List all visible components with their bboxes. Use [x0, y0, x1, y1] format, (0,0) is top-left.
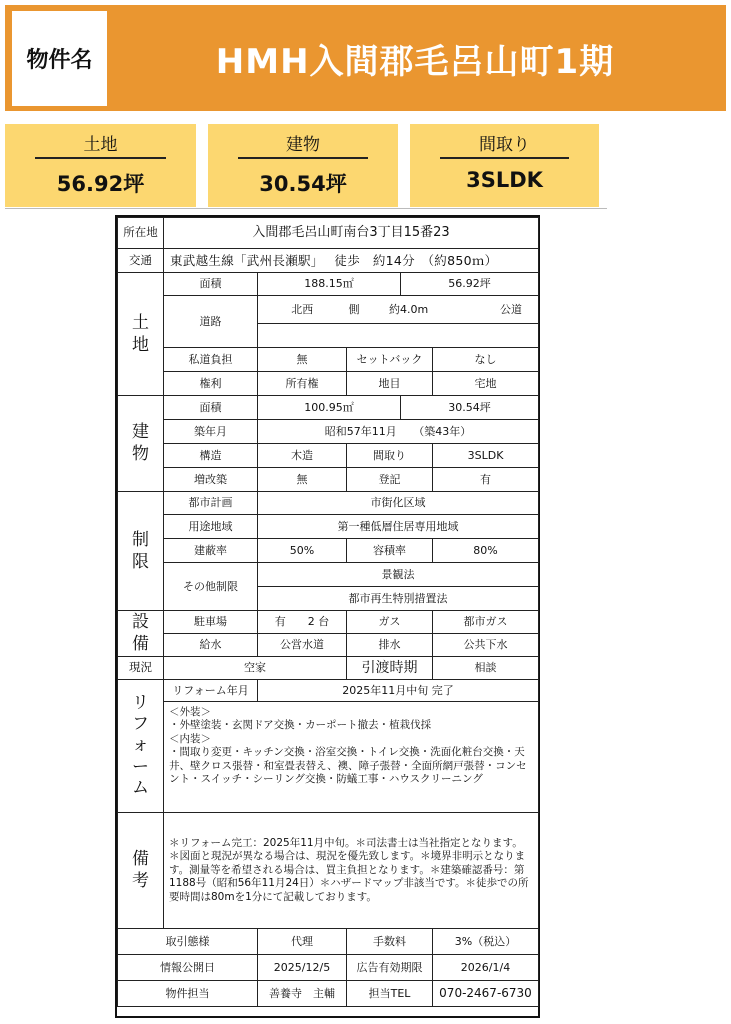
- summary-divider: [238, 157, 368, 159]
- summary-divider: [440, 157, 569, 159]
- summary-divider: [35, 157, 166, 159]
- summary-layout-caption: 間取り: [479, 135, 530, 155]
- header-banner: [5, 5, 726, 111]
- status-label: 現況: [118, 657, 164, 680]
- structure-value: 木造: [258, 444, 347, 468]
- reform-section-label: リフォーム: [118, 680, 164, 813]
- coverage-value: 50%: [258, 539, 347, 563]
- property-table: [115, 215, 540, 1018]
- tel-label: 担当TEL: [347, 981, 433, 1007]
- water-label: 給水: [164, 634, 258, 657]
- staff-label: 物件担当: [118, 981, 258, 1007]
- road-blank-cell: [258, 324, 539, 348]
- land-area-m2: 188.15㎡: [258, 273, 401, 296]
- water-value: 公営水道: [258, 634, 347, 657]
- trade-label: 取引態様: [118, 929, 258, 955]
- setback-label: セットバック: [347, 348, 433, 372]
- reform-year-label: リフォーム年月: [164, 680, 258, 702]
- parking-label: 駐車場: [164, 611, 258, 634]
- staff-value: 善養寺 主輔: [258, 981, 347, 1007]
- registration-label: 登記: [347, 468, 433, 492]
- road-side-text: 側: [348, 302, 360, 316]
- setback-value: なし: [433, 348, 539, 372]
- reform-detail-line: ＜内装＞: [169, 732, 211, 745]
- city-plan-value: 市街化区域: [258, 492, 539, 515]
- summary-land: [5, 124, 196, 207]
- expiry-label: 広告有効期限: [347, 955, 433, 981]
- restrictions-section-label: 制限: [118, 492, 164, 611]
- summary-land-caption: 土地: [83, 135, 118, 155]
- land-area-tsubo: 56.92坪: [401, 273, 539, 296]
- expiry-value: 2026/1/4: [433, 955, 539, 981]
- gas-value: 都市ガス: [433, 611, 539, 634]
- published-value: 2025/12/5: [258, 955, 347, 981]
- layout-value: 3SLDK: [433, 444, 539, 468]
- road-direction: 北西: [258, 296, 347, 324]
- parking-value: 有 2 台: [258, 611, 347, 634]
- property-title: HMH入間郡毛呂山町1期: [215, 41, 615, 82]
- land-category-value: 宅地: [433, 372, 539, 396]
- summary-layout: [410, 124, 599, 207]
- property-name-label: 物件名: [12, 11, 107, 106]
- land-area-label: 面積: [164, 273, 258, 296]
- building-area-m2: 100.95㎡: [258, 396, 401, 420]
- gas-label: ガス: [347, 611, 433, 634]
- far-label: 容積率: [347, 539, 433, 563]
- extension-value: 無: [258, 468, 347, 492]
- remarks-text: ＊リフォーム完工：2025年11月中旬。＊司法書士は当社指定となります。＊図面と現況が異なる場合は、現況を優先致します。＊境界非明示となります。測量等を希望される場合は、買主負担となります。＊建築確認番号：第1188号（昭和56年11月24日）＊ハザードマップ非該当です。＊徒歩での所要時間は80mを1分にて記載しております。: [164, 813, 539, 929]
- access-value: 東武越生線「武州長瀬駅」 徒歩 約14分 （約850ｍ）: [164, 249, 539, 273]
- tel-value: 070-2467-6730: [433, 981, 539, 1007]
- land-section-label: 土地: [118, 273, 164, 396]
- location-value: 入間郡毛呂山町南台3丁目15番23: [164, 218, 539, 249]
- registration-value: 有: [433, 468, 539, 492]
- other-restrictions-label: その他制限: [164, 563, 258, 611]
- facilities-section-label: 設備: [118, 611, 164, 657]
- rights-value: 所有権: [258, 372, 347, 396]
- summary-building-value: 30.54坪: [259, 172, 347, 196]
- reform-detail-line: ・間取り変更・キッチン交換・浴室交換・トイレ交換・洗面化粧台交換・天井、壁クロス張替・和室畳表替え、襖、障子張替・全面所網戸張替・コンセント・スイッチ・シーリング交換・防蟻工事・ハウスクリーニング: [169, 746, 527, 786]
- trade-value: 代理: [258, 929, 347, 955]
- road-label: 道路: [164, 296, 258, 348]
- summary-land-value: 56.92坪: [56, 172, 145, 196]
- drain-label: 排水: [347, 634, 433, 657]
- reform-detail-line: ・外壁塗装・玄関ドア交換・カーポート撤去・植栽伐採: [169, 719, 432, 732]
- summary-layout-value: 3SLDK: [466, 168, 543, 192]
- location-label: 所在地: [118, 218, 164, 249]
- drain-value: 公共下水: [433, 634, 539, 657]
- zoning-label: 用途地域: [164, 515, 258, 539]
- built-value: 昭和57年11月 （築43年）: [258, 420, 539, 444]
- reform-year-value: 2025年11月中旬 完了: [258, 680, 539, 702]
- building-section-label: 建物: [118, 396, 164, 492]
- fee-value: 3%（税込）: [433, 929, 539, 955]
- reform-detail-line: ＜外装＞: [169, 706, 211, 718]
- other-restriction-1: 景観法: [258, 563, 539, 587]
- city-plan-label: 都市計画: [164, 492, 258, 515]
- other-restriction-2: 都市再生特別措置法: [258, 587, 539, 611]
- summary-separator: [5, 208, 607, 209]
- building-area-tsubo: 30.54坪: [401, 396, 539, 420]
- status-value: 空家: [164, 657, 347, 680]
- private-road-label: 私道負担: [164, 348, 258, 372]
- summary-building-caption: 建物: [286, 135, 320, 155]
- handover-value: 相談: [433, 657, 539, 680]
- road-type: 公道: [433, 296, 539, 324]
- land-category-label: 地目: [347, 372, 433, 396]
- road-side: [347, 296, 433, 324]
- private-road-value: 無: [258, 348, 347, 372]
- reform-details: [164, 702, 539, 813]
- extension-label: 増改築: [164, 468, 258, 492]
- handover-label: 引渡時期: [347, 657, 433, 680]
- coverage-label: 建蔽率: [164, 539, 258, 563]
- built-label: 築年月: [164, 420, 258, 444]
- far-value: 80%: [433, 539, 539, 563]
- road-width: 約4.0m: [389, 302, 429, 316]
- structure-label: 構造: [164, 444, 258, 468]
- summary-building: [208, 124, 398, 207]
- fee-label: 手数料: [347, 929, 433, 955]
- rights-label: 権利: [164, 372, 258, 396]
- published-label: 情報公開日: [118, 955, 258, 981]
- building-area-label: 面積: [164, 396, 258, 420]
- remarks-section-label: 備考: [118, 813, 164, 929]
- layout-label: 間取り: [347, 444, 433, 468]
- zoning-value: 第一種低層住居専用地域: [258, 515, 539, 539]
- access-label: 交通: [118, 249, 164, 273]
